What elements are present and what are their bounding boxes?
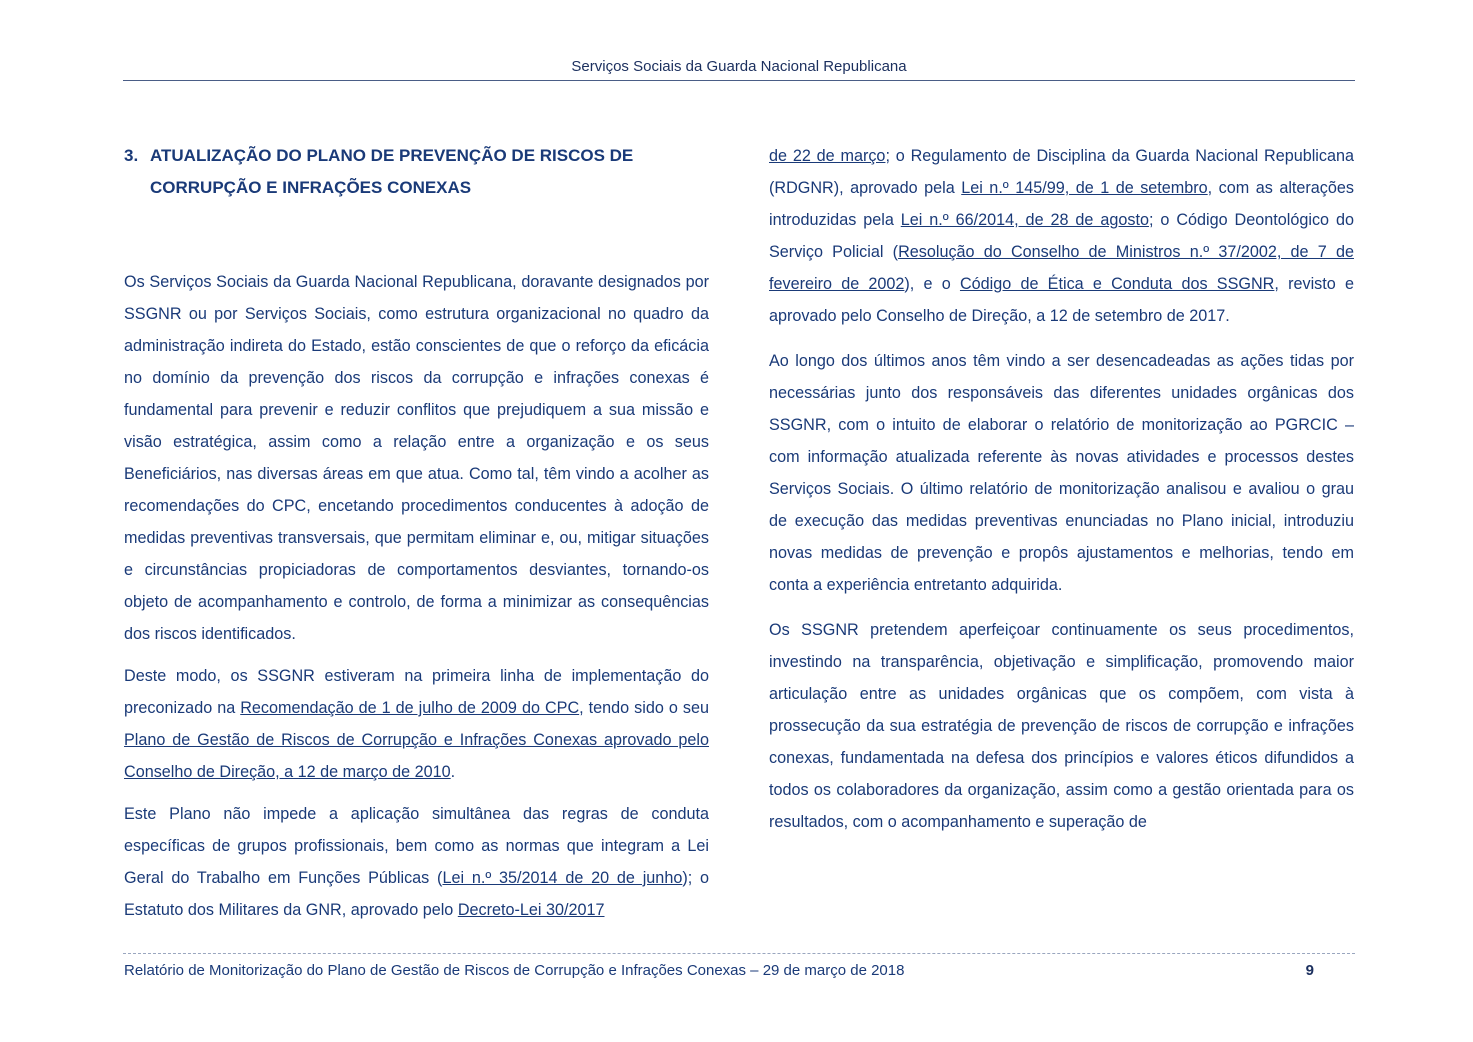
right-column bbox=[769, 140, 1354, 851]
page-footer bbox=[124, 962, 1314, 979]
text-run: , com as alterações introduzidas pela bbox=[769, 179, 1355, 229]
header-divider bbox=[123, 80, 1355, 81]
text-run: ), e o bbox=[904, 275, 960, 293]
paragraph-legal-framework bbox=[769, 140, 1354, 332]
link-decreto-date[interactable]: de 22 de março bbox=[769, 147, 886, 165]
page-header: Serviços Sociais da Guarda Nacional Republicana bbox=[571, 58, 907, 75]
link-resolucao-conselho-ministros[interactable]: Resolução do Conselho de Ministros n.º 37/2002, de 7 de fevereiro de 2002 bbox=[769, 243, 1354, 293]
paragraph-improvement: Os SSGNR pretendem aperfeiçoar continuamente os seus procedimentos, investindo na transparência, objetivação e simplificação, promovendo maior articulação entre as unidades orgânicas que os compõem, com vista à prossecução da sua estratégia de prevenção de riscos de corrupção e infrações conexas, fundamentada na defesa dos princípios e valores éticos difundidos a todos os colaboradores da organização, assim como a gestão orientada para os resultados, com o acompanhamento e superação de bbox=[769, 621, 1354, 831]
text-run: ; o Código Deontológico do Serviço Policial ( bbox=[769, 211, 1354, 261]
link-lei-35-2014[interactable]: Lei n.º 35/2014 de 20 de junho bbox=[442, 869, 683, 887]
footer-divider bbox=[123, 953, 1355, 954]
text-run: ); o Estatuto dos Militares da GNR, aprovado pelo bbox=[124, 869, 710, 919]
text-run: . bbox=[450, 763, 456, 781]
link-lei-145-99[interactable]: Lei n.º 145/99, de 1 de setembro bbox=[961, 179, 1208, 197]
text-run: , tendo sido o seu bbox=[579, 699, 709, 717]
link-recomendacao-cpc[interactable]: Recomendação de 1 de julho de 2009 do CPC bbox=[240, 699, 580, 717]
section-number: 3. bbox=[124, 146, 139, 165]
section-heading bbox=[124, 140, 709, 204]
link-lei-66-2014[interactable]: Lei n.º 66/2014, de 28 de agosto bbox=[900, 211, 1149, 229]
page-number: 9 bbox=[1305, 962, 1314, 979]
text-run: Este Plano não impede a aplicação simultânea das regras de conduta específicas de grupos profissionais, bem como as normas que integram a Lei Geral do Trabalho em Funções Públicas ( bbox=[124, 805, 709, 887]
paragraph-intro: Os Serviços Sociais da Guarda Nacional Republicana, doravante designados por SSGNR ou por Serviços Sociais, como estrutura organizacional no quadro da administração indireta do Estado, estão conscientes de que o reforço da eficácia no domínio da prevenção dos riscos da corrupção e infrações conexas é fundamental para prevenir e reduzir conflitos que prejudiquem a sua missão e visão estratégica, assim como a relação entre a organização e os seus Beneficiários, nas diversas áreas em que atua. Como tal, têm vindo a acolher as recomendações do CPC, encetando procedimentos conducentes à adoção de medidas preventivas transversais, que permitam eliminar e, ou, mitigar situações e circunstâncias propiciadoras de comportamentos desviantes, tornando-os objeto de acompanhamento e controlo, de forma a minimizar as consequências dos riscos identificados. bbox=[124, 273, 709, 643]
section-title: ATUALIZAÇÃO DO PLANO DE PREVENÇÃO DE RISCOS DE CORRUPÇÃO E INFRAÇÕES CONEXAS bbox=[150, 146, 634, 197]
link-codigo-etica[interactable]: Código de Ética e Conduta dos SSGNR bbox=[959, 275, 1275, 293]
left-column bbox=[124, 140, 709, 936]
text-run: , revisto e aprovado pelo Conselho de Direção, a 12 de setembro de 2017. bbox=[769, 275, 1354, 325]
text-run: ; o Regulamento de Disciplina da Guarda Nacional Republicana (RDGNR), aprovado pela bbox=[769, 147, 1354, 197]
footer-title: Relatório de Monitorização do Plano de Gestão de Riscos de Corrupção e Infrações Conexas – 29 de março de 2018 bbox=[124, 962, 905, 979]
link-decreto-lei-30-2017[interactable]: Decreto-Lei 30/2017 bbox=[457, 901, 605, 919]
paragraph-monitoring: Ao longo dos últimos anos têm vindo a ser desencadeadas as ações tidas por necessárias junto dos responsáveis das diferentes unidades orgânicas dos SSGNR, com o intuito de elaborar o relatório de monitorização ao PGRCIC – com informação atualizada referente às novas atividades e processos destes Serviços Sociais. O último relatório de monitorização analisou e avaliou o grau de execução das medidas preventivas enunciadas no Plano inicial, introduziu novas medidas de prevenção e propôs ajustamentos e melhorias, tendo em conta a experiência entretanto adquirida. bbox=[769, 352, 1354, 594]
paragraph-implementation bbox=[124, 660, 709, 788]
paragraph-plan-rules bbox=[124, 798, 709, 926]
link-plano-gestao-riscos[interactable]: Plano de Gestão de Riscos de Corrupção e Infrações Conexas aprovado pelo Conselho de Direção, a 12 de março de 2010 bbox=[124, 731, 709, 781]
text-run: Deste modo, os SSGNR estiveram na primeira linha de implementação do preconizado na bbox=[124, 667, 709, 717]
